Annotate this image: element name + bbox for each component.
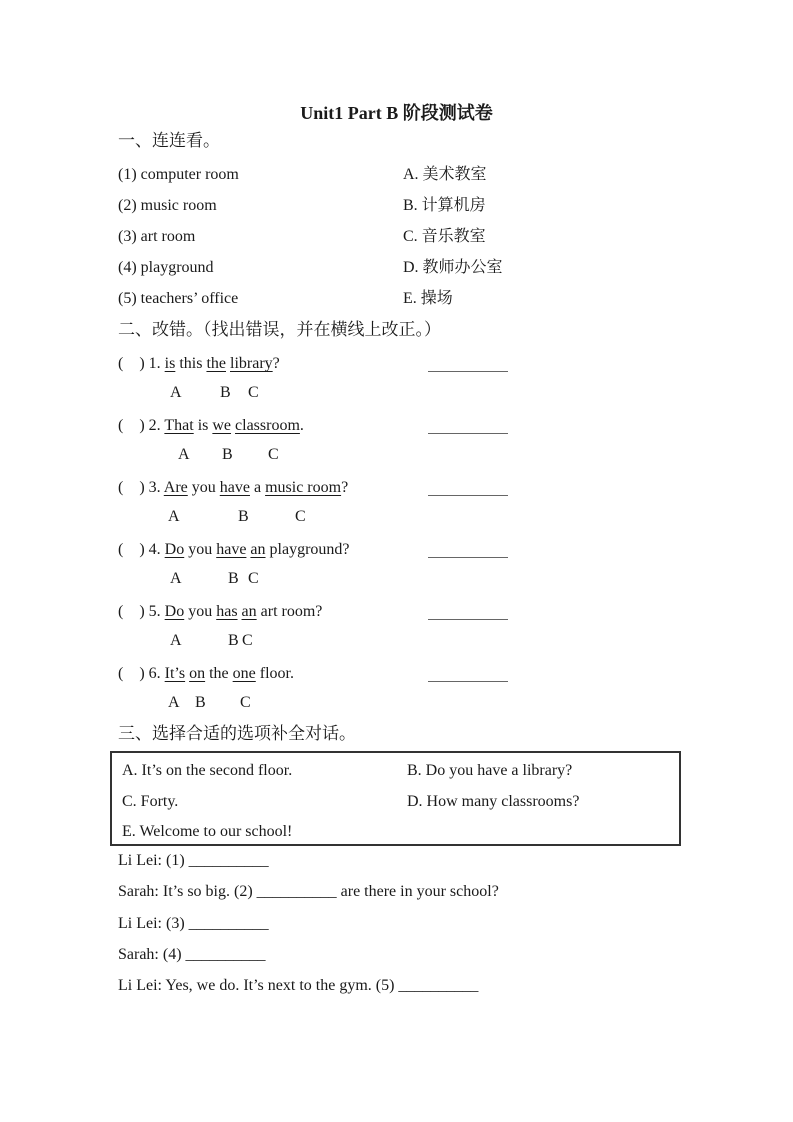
section2-heading: 二、改错。（找出错误，并在横线上改正。）	[118, 320, 441, 339]
question-line	[118, 478, 348, 498]
underlined-word: library	[230, 355, 273, 372]
option-e: E. Welcome to our school!	[122, 823, 293, 840]
match-item-left: (2) music room	[118, 197, 217, 214]
underlined-word: It’s	[164, 665, 186, 682]
plain-word: a	[249, 479, 266, 496]
choice-letter-b: B	[238, 508, 249, 525]
match-item-left: (3) art room	[118, 228, 196, 245]
plain-word: is	[193, 417, 213, 434]
question-text	[164, 479, 348, 496]
plain-word: floor.	[255, 665, 294, 682]
plain-word: ?	[272, 355, 280, 372]
match-row	[118, 227, 486, 247]
match-item-right: C. 音乐教室	[403, 228, 486, 245]
underlined-word: has	[216, 603, 238, 620]
option-a: A. It’s on the second floor.	[122, 762, 293, 779]
match-row	[118, 289, 453, 309]
option-d: D. How many classrooms?	[407, 793, 580, 810]
match-item-right: D. 教师办公室	[403, 259, 503, 276]
answer-paren: ( )	[118, 541, 149, 558]
plain-word: you	[184, 603, 217, 620]
option-c: C. Forty.	[122, 793, 179, 810]
answer-paren: ( )	[118, 417, 149, 434]
question-text	[165, 541, 350, 558]
question-number: 4.	[148, 541, 165, 558]
underlined-word: have	[216, 541, 247, 558]
question-number: 2.	[148, 417, 165, 434]
choice-letter-b: B	[228, 570, 239, 587]
underlined-word: an	[241, 603, 257, 620]
match-item-left: (4) playground	[118, 259, 214, 276]
match-row	[118, 258, 503, 278]
dialogue-line: Li Lei: (1) __________	[118, 852, 269, 869]
choice-letter-b: B	[228, 632, 239, 649]
dialogue-line: Li Lei: (3) __________	[118, 915, 269, 932]
match-item-left: (1) computer room	[118, 166, 239, 183]
question-line	[118, 664, 294, 684]
plain-word: playground?	[265, 541, 350, 558]
choice-letter-a: A	[168, 694, 180, 711]
choice-letter-c: C	[248, 384, 259, 401]
underlined-word: is	[164, 355, 176, 372]
choice-letter-b: B	[222, 446, 233, 463]
plain-word: this	[175, 355, 207, 372]
choice-letter-a: A	[170, 570, 182, 587]
underlined-word: have	[219, 479, 250, 496]
correction-blank	[428, 540, 508, 558]
match-row	[118, 165, 487, 185]
question-number: 3.	[148, 479, 164, 496]
answer-paren: ( )	[118, 355, 149, 372]
plain-word: the	[205, 665, 233, 682]
match-item-right: E. 操场	[403, 290, 453, 307]
plain-word: .	[299, 417, 304, 434]
choice-letter-a: A	[178, 446, 190, 463]
plain-word: art room?	[256, 603, 323, 620]
section3-heading: 三、选择合适的选项补全对话。	[118, 724, 356, 743]
question-line	[118, 354, 280, 374]
question-number: 5.	[148, 603, 165, 620]
match-item-right: B. 计算机房	[403, 197, 486, 214]
options-row	[122, 822, 679, 842]
question-line	[118, 416, 304, 436]
choice-letter-b: B	[220, 384, 231, 401]
underlined-word: Are	[163, 479, 188, 496]
section1-heading: 一、连连看。	[118, 131, 220, 150]
match-item-right: A. 美术教室	[403, 166, 487, 183]
choice-letter-c: C	[242, 632, 253, 649]
answer-paren: ( )	[118, 603, 149, 620]
underlined-word: Do	[164, 541, 185, 558]
question-text	[164, 417, 304, 434]
correction-blank	[428, 354, 508, 372]
question-number: 6.	[148, 665, 165, 682]
underlined-word: an	[250, 541, 266, 558]
correction-blank	[428, 478, 508, 496]
match-item-left: (5) teachers’ office	[118, 290, 239, 307]
plain-word: ?	[341, 479, 349, 496]
dialogue-line: Sarah: It’s so big. (2) __________ are there in your school?	[118, 883, 499, 900]
match-row	[118, 196, 486, 216]
underlined-word: That	[164, 417, 194, 434]
choice-letter-a: A	[168, 508, 180, 525]
underlined-word: one	[232, 665, 256, 682]
underlined-word: Do	[164, 603, 185, 620]
choice-letter-c: C	[240, 694, 251, 711]
choice-letter-c: C	[268, 446, 279, 463]
answer-paren: ( )	[118, 665, 149, 682]
correction-blank	[428, 416, 508, 434]
dialogue-line: Li Lei: Yes, we do. It’s next to the gym. (5) __________	[118, 977, 479, 994]
choice-letter-a: A	[170, 632, 182, 649]
underlined-word: classroom	[235, 417, 300, 434]
choice-letter-a: A	[170, 384, 182, 401]
choice-letter-b: B	[195, 694, 206, 711]
question-line	[118, 602, 322, 622]
options-box	[110, 751, 681, 846]
choice-letter-c: C	[248, 570, 259, 587]
question-text	[165, 665, 294, 682]
options-row	[122, 761, 679, 781]
plain-word: you	[187, 479, 220, 496]
underlined-word: music room	[265, 479, 342, 496]
correction-blank	[428, 664, 508, 682]
underlined-word: on	[189, 665, 206, 682]
question-text	[165, 355, 280, 372]
answer-paren: ( )	[118, 479, 149, 496]
correction-blank	[428, 602, 508, 620]
underlined-word: the	[206, 355, 226, 372]
underlined-word: we	[212, 417, 232, 434]
question-line	[118, 540, 350, 560]
plain-word: you	[184, 541, 217, 558]
question-text	[165, 603, 323, 620]
option-b: B. Do you have a library?	[407, 762, 573, 779]
choice-letter-c: C	[295, 508, 306, 525]
question-number: 1.	[148, 355, 165, 372]
dialogue-line: Sarah: (4) __________	[118, 946, 266, 963]
exam-title: Unit1 Part B 阶段测试卷	[300, 103, 493, 123]
options-row	[122, 792, 679, 812]
